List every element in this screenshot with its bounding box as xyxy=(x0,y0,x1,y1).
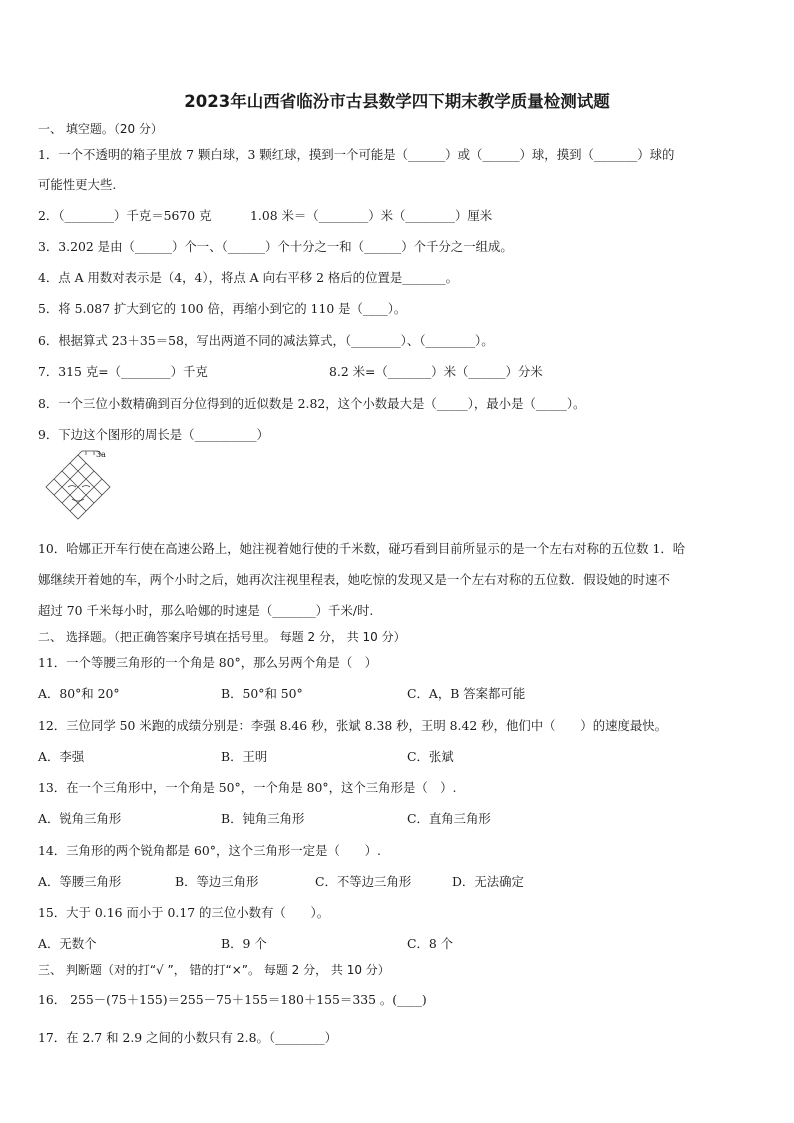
section-heading-fill-in: 一、 填空题。（20 分） xyxy=(38,122,163,136)
question-15: 15．大于 0.16 而小于 0.17 的三位小数有（ ）。 xyxy=(38,905,330,920)
section-heading-true-false: 三、 判断题（对的打“√ ”， 错的打“×”。 每题 2 分， 共 10 分） xyxy=(38,963,390,977)
question-11-option-c: C．A，B 答案都可能 xyxy=(407,686,526,701)
question-14-option-c: C．不等边三角形 xyxy=(315,874,412,889)
question-12-option-b: B．王明 xyxy=(221,749,268,764)
figure-label: 3a xyxy=(96,450,106,459)
question-11-option-a: A．80°和 20° xyxy=(38,686,120,701)
question-12-option-a: A．李强 xyxy=(38,749,85,764)
question-12-option-c: C．张斌 xyxy=(407,749,454,764)
question-2-part-b: 1.08 米＝（________）米（________）厘米 xyxy=(250,208,493,223)
page-title: 2023年山西省临汾市古县数学四下期末教学质量检测试题 xyxy=(184,92,610,111)
question-10-line-2: 娜继续开着她的车，两个小时之后，她再次注视里程表，她吃惊的发现又是一个左右对称的五位数．假设她的时速不 xyxy=(38,572,670,587)
question-13-option-b: B．钝角三角形 xyxy=(221,811,305,826)
question-13: 13．在一个三角形中，一个角是 50°，一个角是 80°，这个三角形是（ ）. xyxy=(38,780,457,795)
question-11-option-b: B．50°和 50° xyxy=(221,686,303,701)
question-14-option-a: A．等腰三角形 xyxy=(38,874,122,889)
perimeter-figure xyxy=(38,449,120,531)
question-15-option-c: C．8 个 xyxy=(407,936,454,951)
question-9: 9．下边这个图形的周长是（__________） xyxy=(38,427,269,442)
question-8: 8．一个三位小数精确到百分位得到的近似数是 2.82，这个小数最大是（_____），最小是（_____）。 xyxy=(38,396,586,411)
question-15-option-b: B．9 个 xyxy=(221,936,267,951)
question-10-line-1: 10．哈娜正开车行使在高速公路上，她注视着她行使的千米数，碰巧看到目前所显示的是一个左右对称的五位数 1．哈 xyxy=(38,541,686,556)
question-5: 5．将 5.087 扩大到它的 100 倍，再缩小到它的 110 是（____）。 xyxy=(38,301,407,316)
section-heading-multiple-choice: 二、 选择题。（把正确答案序号填在括号里。 每题 2 分， 共 10 分） xyxy=(38,630,406,644)
question-6: 6．根据算式 23＋35＝58，写出两道不同的减法算式，（________）、（________）。 xyxy=(38,333,494,348)
question-1-line-2: 可能性更大些. xyxy=(38,177,117,192)
question-2-part-a: 2．（________）千克＝5670 克 xyxy=(38,208,212,223)
question-13-option-a: A．锐角三角形 xyxy=(38,811,122,826)
question-13-option-c: C．直角三角形 xyxy=(407,811,491,826)
question-11: 11．一个等腰三角形的一个角是 80°，那么另两个角是（ ） xyxy=(38,655,378,670)
question-7-part-a: 7．315 克=（________）千克 xyxy=(38,364,208,379)
question-14: 14．三角形的两个锐角都是 60°，这个三角形一定是（ ）. xyxy=(38,843,381,858)
question-3: 3．3.202 是由（______）个一、（______）个十分之一和（______）个千分之一组成。 xyxy=(38,239,513,254)
question-16: 16． 255－(75＋155)＝255－75＋155＝180＋155＝335 。(____) xyxy=(38,992,427,1007)
question-10-line-3: 超过 70 千米每小时，那么哈娜的时速是（_______）千米/时. xyxy=(38,603,374,618)
question-17: 17．在 2.7 和 2.9 之间的小数只有 2.8。（________） xyxy=(38,1030,338,1045)
question-15-option-a: A．无数个 xyxy=(38,936,97,951)
question-7-part-b: 8.2 米=（_______）米（______）分米 xyxy=(329,364,543,379)
question-14-option-b: B．等边三角形 xyxy=(175,874,259,889)
question-1-line-1: 1．一个不透明的箱子里放 7 颗白球，3 颗红球，摸到一个可能是（______）或（______）球，摸到（_______）球的 xyxy=(38,147,675,162)
question-12: 12．三位同学 50 米跑的成绩分别是：李强 8.46 秒，张斌 8.38 秒，王明 8.42 秒，他们中（ ）的速度最快。 xyxy=(38,718,668,733)
question-4: 4．点 A 用数对表示是（4，4），将点 A 向右平移 2 格后的位置是_______。 xyxy=(38,270,458,285)
question-14-option-d: D．无法确定 xyxy=(452,874,524,889)
